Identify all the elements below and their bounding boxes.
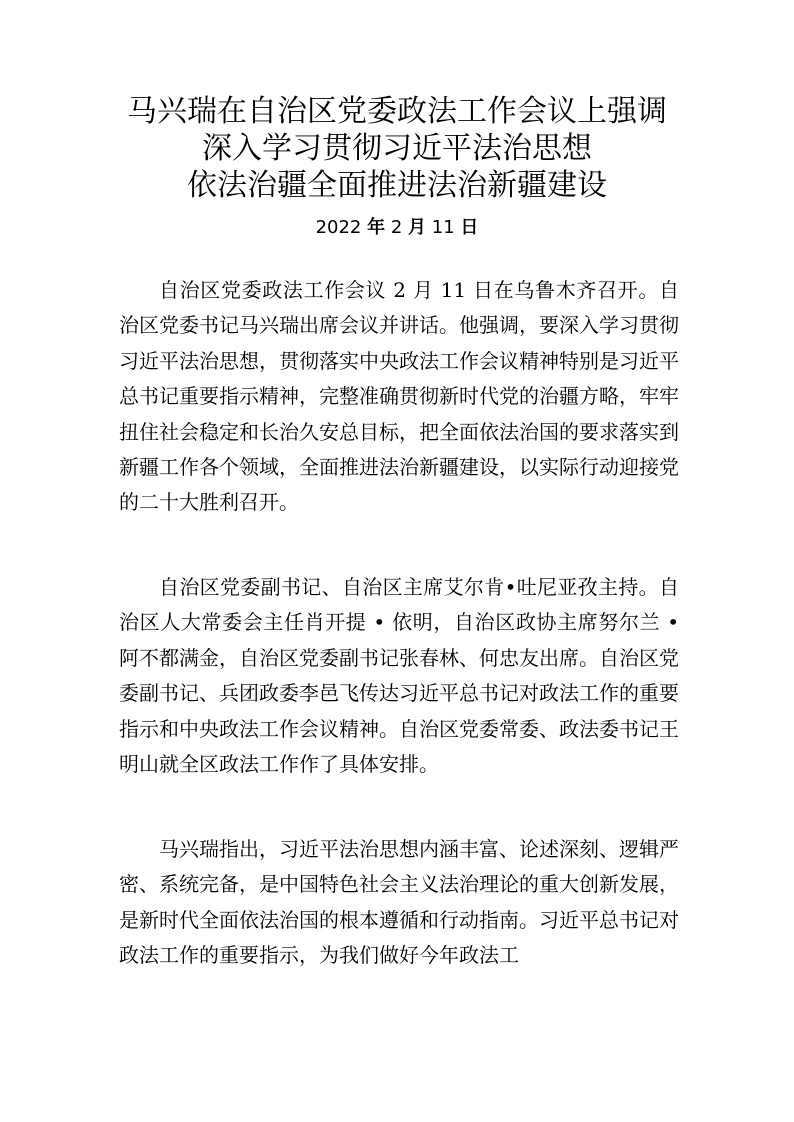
body-paragraph-2: 自治区党委副书记、自治区主席艾尔肯•吐尼亚孜主持。自治区人大常委会主任肖开提 • 依明，自治区政协主席努尔兰 • 阿不都满金，自治区党委副书记张春林、何忠友出席。自治区党委副书记、兵团政委李邑飞传达习近平总书记对政法工作的重要指示和中央政法工作会议精神。自治区党委常委、政法委书记王明山就全区政法工作作了具体安排。 — [119, 575, 679, 777]
title-line-1: 马兴瑞在自治区党委政法工作会议上强调 — [127, 94, 667, 129]
date-day: 11 — [431, 217, 455, 238]
body-paragraph-1: 自治区党委政法工作会议 2 月 11 日在乌鲁木齐召开。自治区党委书记马兴瑞出席会议并讲话。他强调，要深入学习贯彻习近平法治思想，贯彻落实中央政法工作会议精神特别是习近平总书记重要指示精神，完整准确贯彻新时代党的治疆方略，牢牢扭住社会稳定和长治久安总目标，把全面依法治国的要求落实到新疆工作各个领域，全面推进法治新疆建设，以实际行动迎接党的二十大胜利召开。 — [119, 278, 679, 515]
title-line-2: 深入学习贯彻习近平法治思想 — [202, 131, 592, 166]
date-day-unit: 日 — [460, 217, 479, 238]
body-paragraph-3: 马兴瑞指出，习近平法治思想内涵丰富、论述深刻、逻辑严密、系统完备，是中国特色社会主义法治理论的重大创新发展，是新时代全面依法治国的根本遵循和行动指南。习近平总书记对政法工作的重要指示，为我们做好今年政法工 — [119, 837, 679, 968]
date-year: 2022 — [315, 217, 362, 238]
article-title — [0, 93, 794, 204]
date-month-unit: 月 — [408, 217, 427, 238]
date-year-unit: 年 — [367, 217, 386, 238]
publication-date — [0, 216, 794, 240]
title-line-3: 依法治疆全面推进法治新疆建设 — [187, 168, 607, 203]
date-month: 2 — [390, 217, 403, 238]
